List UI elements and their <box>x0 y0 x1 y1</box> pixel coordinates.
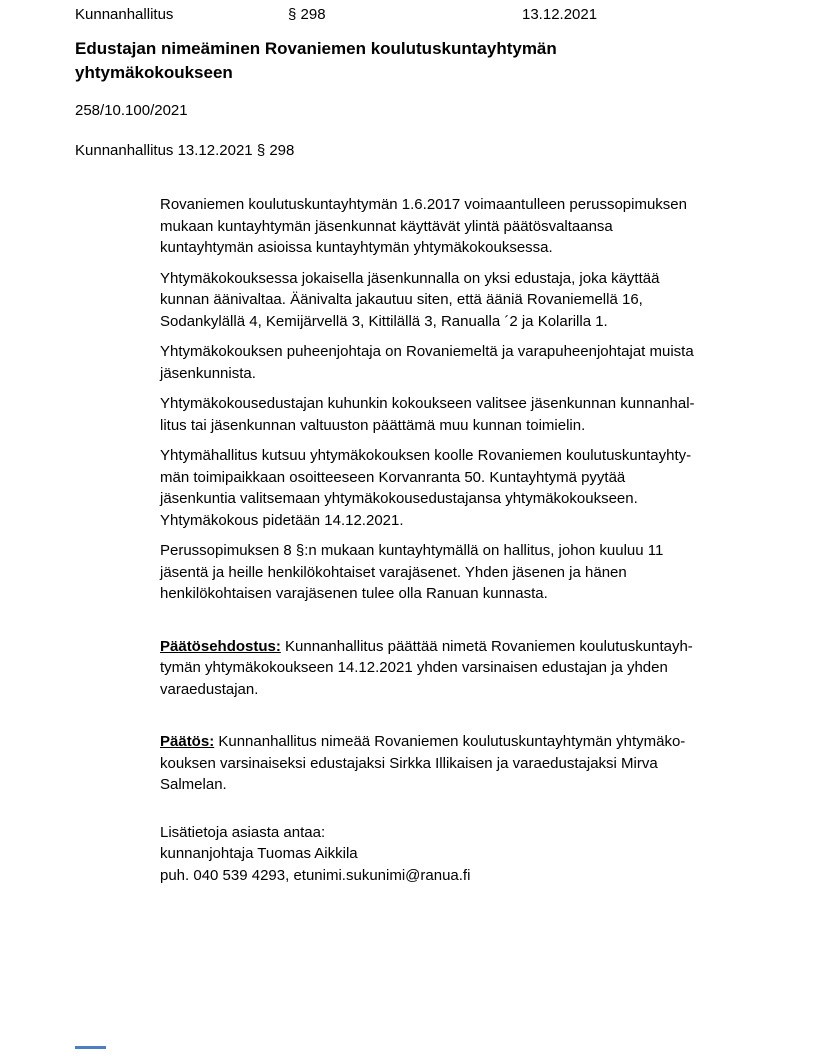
body-paragraph <box>160 445 746 531</box>
paragraph-line: mukaan kuntayhtymän jäsenkunnat käyttävät ylintä päätösvaltaansa <box>160 217 613 235</box>
proposal-label: Päätösehdostus: <box>160 637 281 655</box>
paragraph-line: henkilökohtaisen varajäsenen tulee olla Ranuan kunnasta. <box>160 585 548 602</box>
paragraph-line: jäsenkunnista. <box>160 364 256 382</box>
title-line: Edustajan nimeäminen Rovaniemen koulutuskuntayhtymän <box>75 39 557 58</box>
title-line: yhtymäkokoukseen <box>75 63 233 82</box>
contact-line: puh. 040 539 4293, etunimi.sukunimi@ranua.fi <box>160 866 471 884</box>
section-heading: Kunnanhallitus 13.12.2021 § 298 <box>75 142 295 159</box>
case-number: 258/10.100/2021 <box>75 102 188 119</box>
contact-info <box>160 822 746 887</box>
paragraph-line: kouksen varsinaiseksi edustajaksi Sirkka Illikaisen ja varaedustajaksi Mirva <box>160 754 658 772</box>
header-committee: Kunnanhallitus <box>75 6 174 23</box>
paragraph-line: Perussopimuksen 8 §:n mukaan kuntayhtymällä on hallitus, johon kuuluu 11 <box>160 542 664 559</box>
paragraph-line: Sodankylällä 4, Kemijärvellä 3, Kittilällä 3, Ranualla ´2 ja Kolarilla 1. <box>160 312 608 330</box>
paragraph-line: Salmelan. <box>160 776 227 793</box>
paragraph-line: kunnan äänivaltaa. Äänivalta jakautuu siten, että ääniä Rovaniemellä 16, <box>160 291 643 308</box>
body-paragraph <box>160 540 746 605</box>
contact-line: Lisätietoja asiasta antaa: <box>160 823 326 841</box>
document-title <box>75 37 746 85</box>
paragraph-line <box>160 636 746 658</box>
decision-text: Kunnanhallitus nimeää Rovaniemen koulutuskuntayhtymän yhtymäko- <box>218 733 686 750</box>
body-paragraph <box>160 341 746 384</box>
proposal-text: Kunnanhallitus päättää nimetä Rovaniemen koulutuskuntayh- <box>285 637 693 655</box>
bottom-artifact-line <box>75 1046 106 1049</box>
paragraph-line: Yhtymähallitus kutsuu yhtymäkokouksen koolle Rovaniemen koulutuskuntayhty- <box>160 447 692 464</box>
header-date: 13.12.2021 <box>522 6 598 23</box>
decision-paragraph <box>160 731 746 796</box>
paragraph-line: jäsentä ja heille henkilökohtaiset varajäsenet. Yhden jäsenen ja hänen <box>160 563 627 581</box>
paragraph-line: Yhtymäkokous pidetään 14.12.2021. <box>160 511 404 529</box>
body-paragraph <box>160 194 746 259</box>
paragraph-line: män toimipaikkaan osoitteeseen Korvanranta 50. Kuntayhtymä pyytää <box>160 468 626 486</box>
paragraph-line: kuntayhtymän asioissa kuntayhtymän yhtymäkokouksessa. <box>160 239 553 256</box>
proposal-paragraph <box>160 636 746 701</box>
decision-label: Päätös: <box>160 733 215 750</box>
paragraph-line: Yhtymäkokouksen puheenjohtaja on Rovaniemeltä ja varapuheenjohtajat muista <box>160 343 694 360</box>
body-paragraph <box>160 268 746 333</box>
paragraph-line: varaedustajan. <box>160 680 259 698</box>
paragraph-line: tymän yhtymäkokoukseen 14.12.2021 yhden varsinaisen edustajan ja yhden <box>160 659 668 676</box>
paragraph-line: Rovaniemen koulutuskuntayhtymän 1.6.2017 voimaantulleen perussopimuksen <box>160 196 687 213</box>
header-section-number: § 298 <box>288 6 326 23</box>
page-header <box>75 4 746 26</box>
document-body <box>75 194 746 886</box>
paragraph-line: Yhtymäkokousedustajan kuhunkin kokoukseen valitsee jäsenkunnan kunnanhal- <box>160 395 695 412</box>
paragraph-line: litus tai jäsenkunnan valtuuston päättämä muu kunnan toimielin. <box>160 416 586 434</box>
paragraph-line <box>160 731 746 753</box>
paragraph-line: Yhtymäkokouksessa jokaisella jäsenkunnalla on yksi edustaja, joka käyttää <box>160 269 660 287</box>
paragraph-line: jäsenkuntia valitsemaan yhtymäkokousedustajansa yhtymäkokoukseen. <box>160 490 638 507</box>
contact-line: kunnanjohtaja Tuomas Aikkila <box>160 845 358 862</box>
body-paragraph <box>160 393 746 436</box>
